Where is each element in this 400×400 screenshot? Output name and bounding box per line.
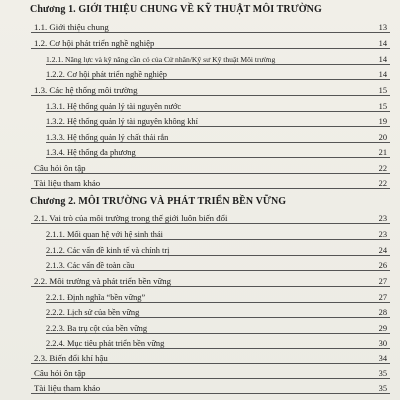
toc-entry-title: Câu hỏi ôn tập [34, 368, 86, 378]
toc-entry[interactable] [0, 131, 400, 144]
toc-entry[interactable] [0, 146, 400, 159]
toc-entry-title: 2.2.3. Ba trụ cột của bền vững [46, 324, 148, 333]
toc-entry-title: 1.2.1. Năng lực và kỹ năng cần có của Cử nhân/Kỹ sư Kỹ thuật Môi trường [46, 55, 276, 64]
toc-entry-page: 29 [378, 324, 387, 333]
toc-entry[interactable] [0, 100, 400, 113]
toc-entry[interactable] [0, 275, 400, 288]
toc-entry-page: 15 [378, 86, 387, 95]
toc-entry-title: 1.3. Các hệ thống môi trường [34, 85, 138, 95]
chapter-2-heading: Chương 2. MÔI TRƯỜNG VÀ PHÁT TRIỂN BỀN VỮNG [30, 196, 287, 207]
toc-entry-page: 22 [378, 164, 387, 173]
toc-entry-page: 14 [378, 55, 387, 64]
toc-entry-title: Tài liệu tham khảo [34, 383, 101, 393]
toc-entry-page: 26 [378, 261, 387, 270]
toc-entry-title: 2.1.3. Các vấn đề toàn cầu [46, 261, 135, 270]
toc-entry-title: 1.3.3. Hệ thống quản lý chất thải rắn [46, 133, 169, 142]
toc-entry[interactable] [0, 291, 400, 304]
toc-entry[interactable] [0, 382, 400, 395]
toc-entry-title: 1.2.2. Cơ hội phát triển nghề nghiệp [46, 70, 167, 79]
toc-entry[interactable] [0, 162, 400, 175]
toc-entry[interactable] [0, 21, 400, 34]
toc-entry-page: 14 [378, 70, 387, 79]
toc-entry-page: 23 [378, 230, 387, 239]
toc-entry-title: 2.2. Môi trường và phát triển bền vững [34, 276, 172, 286]
toc-entry-page: 13 [378, 23, 387, 32]
toc-entry-title: 2.2.4. Mục tiêu phát triển bền vững [46, 339, 165, 348]
toc-entry-page: 27 [378, 277, 387, 286]
toc-entry-page: 23 [378, 214, 387, 223]
toc-entry[interactable] [0, 212, 400, 225]
toc-entry-page: 35 [378, 384, 387, 393]
toc-entry-page: 22 [378, 179, 387, 188]
toc-entry-page: 20 [378, 133, 387, 142]
toc-entry-title: 1.2. Cơ hội phát triển nghề nghiệp [34, 38, 155, 48]
toc-entry-title: 2.2.2. Lịch sử của bền vững [46, 308, 140, 317]
toc-entry-title: 1.3.4. Hệ thống đa phương [46, 148, 136, 157]
chapter-1-heading: Chương 1. GIỚI THIỆU CHUNG VỀ KỸ THUẬT MÔI TRƯỜNG [30, 4, 322, 15]
toc-entry[interactable] [0, 68, 400, 81]
toc-entry-title: 1.3.2. Hệ thống quản lý tài nguyên không khí [46, 117, 198, 126]
toc-entry-page: 21 [378, 148, 387, 157]
toc-entry[interactable] [0, 322, 400, 335]
toc-entry[interactable] [0, 352, 400, 365]
toc-entry[interactable] [0, 306, 400, 319]
toc-entry-page: 19 [378, 117, 387, 126]
toc-entry-title: 2.3. Biến đổi khí hậu [34, 353, 108, 363]
toc-entry-page: 35 [378, 369, 387, 378]
toc-entry[interactable] [0, 244, 400, 257]
toc-entry[interactable] [0, 259, 400, 272]
toc-entry[interactable] [0, 228, 400, 241]
toc-entry-title: 2.2.1. Định nghĩa “bền vững” [46, 293, 146, 302]
toc-entry-page: 15 [378, 102, 387, 111]
toc-entry-title: 1.3.1. Hệ thống quản lý tài nguyên nước [46, 102, 182, 111]
toc-entry-page: 34 [378, 354, 387, 363]
toc-entry[interactable] [0, 367, 400, 380]
toc-entry-page: 30 [378, 339, 387, 348]
toc-entry[interactable] [0, 84, 400, 97]
toc-entry-page: 28 [378, 308, 387, 317]
toc-entry-page: 27 [378, 293, 387, 302]
toc-entry-title: 2.1.1. Mối quan hệ với hệ sinh thái [46, 230, 164, 239]
toc-entry-title: 1.1. Giới thiệu chung [34, 22, 109, 32]
toc-entry-title: 2.1. Vai trò của môi trường trong thế giới luôn biến đổi [34, 213, 228, 223]
toc-entry-page: 24 [378, 246, 387, 255]
toc-entry[interactable] [0, 53, 400, 66]
toc-entry-title: 2.1.2. Các vấn đề kinh tế và chính trị [46, 246, 170, 255]
toc-entry-title: Tài liệu tham khảo [34, 178, 101, 188]
toc-entry[interactable] [0, 115, 400, 128]
toc-entry-title: Câu hỏi ôn tập [34, 163, 86, 173]
toc-entry[interactable] [0, 177, 400, 190]
toc-entry[interactable] [0, 37, 400, 50]
toc-entry[interactable] [0, 337, 400, 350]
toc-entry-page: 14 [378, 39, 387, 48]
